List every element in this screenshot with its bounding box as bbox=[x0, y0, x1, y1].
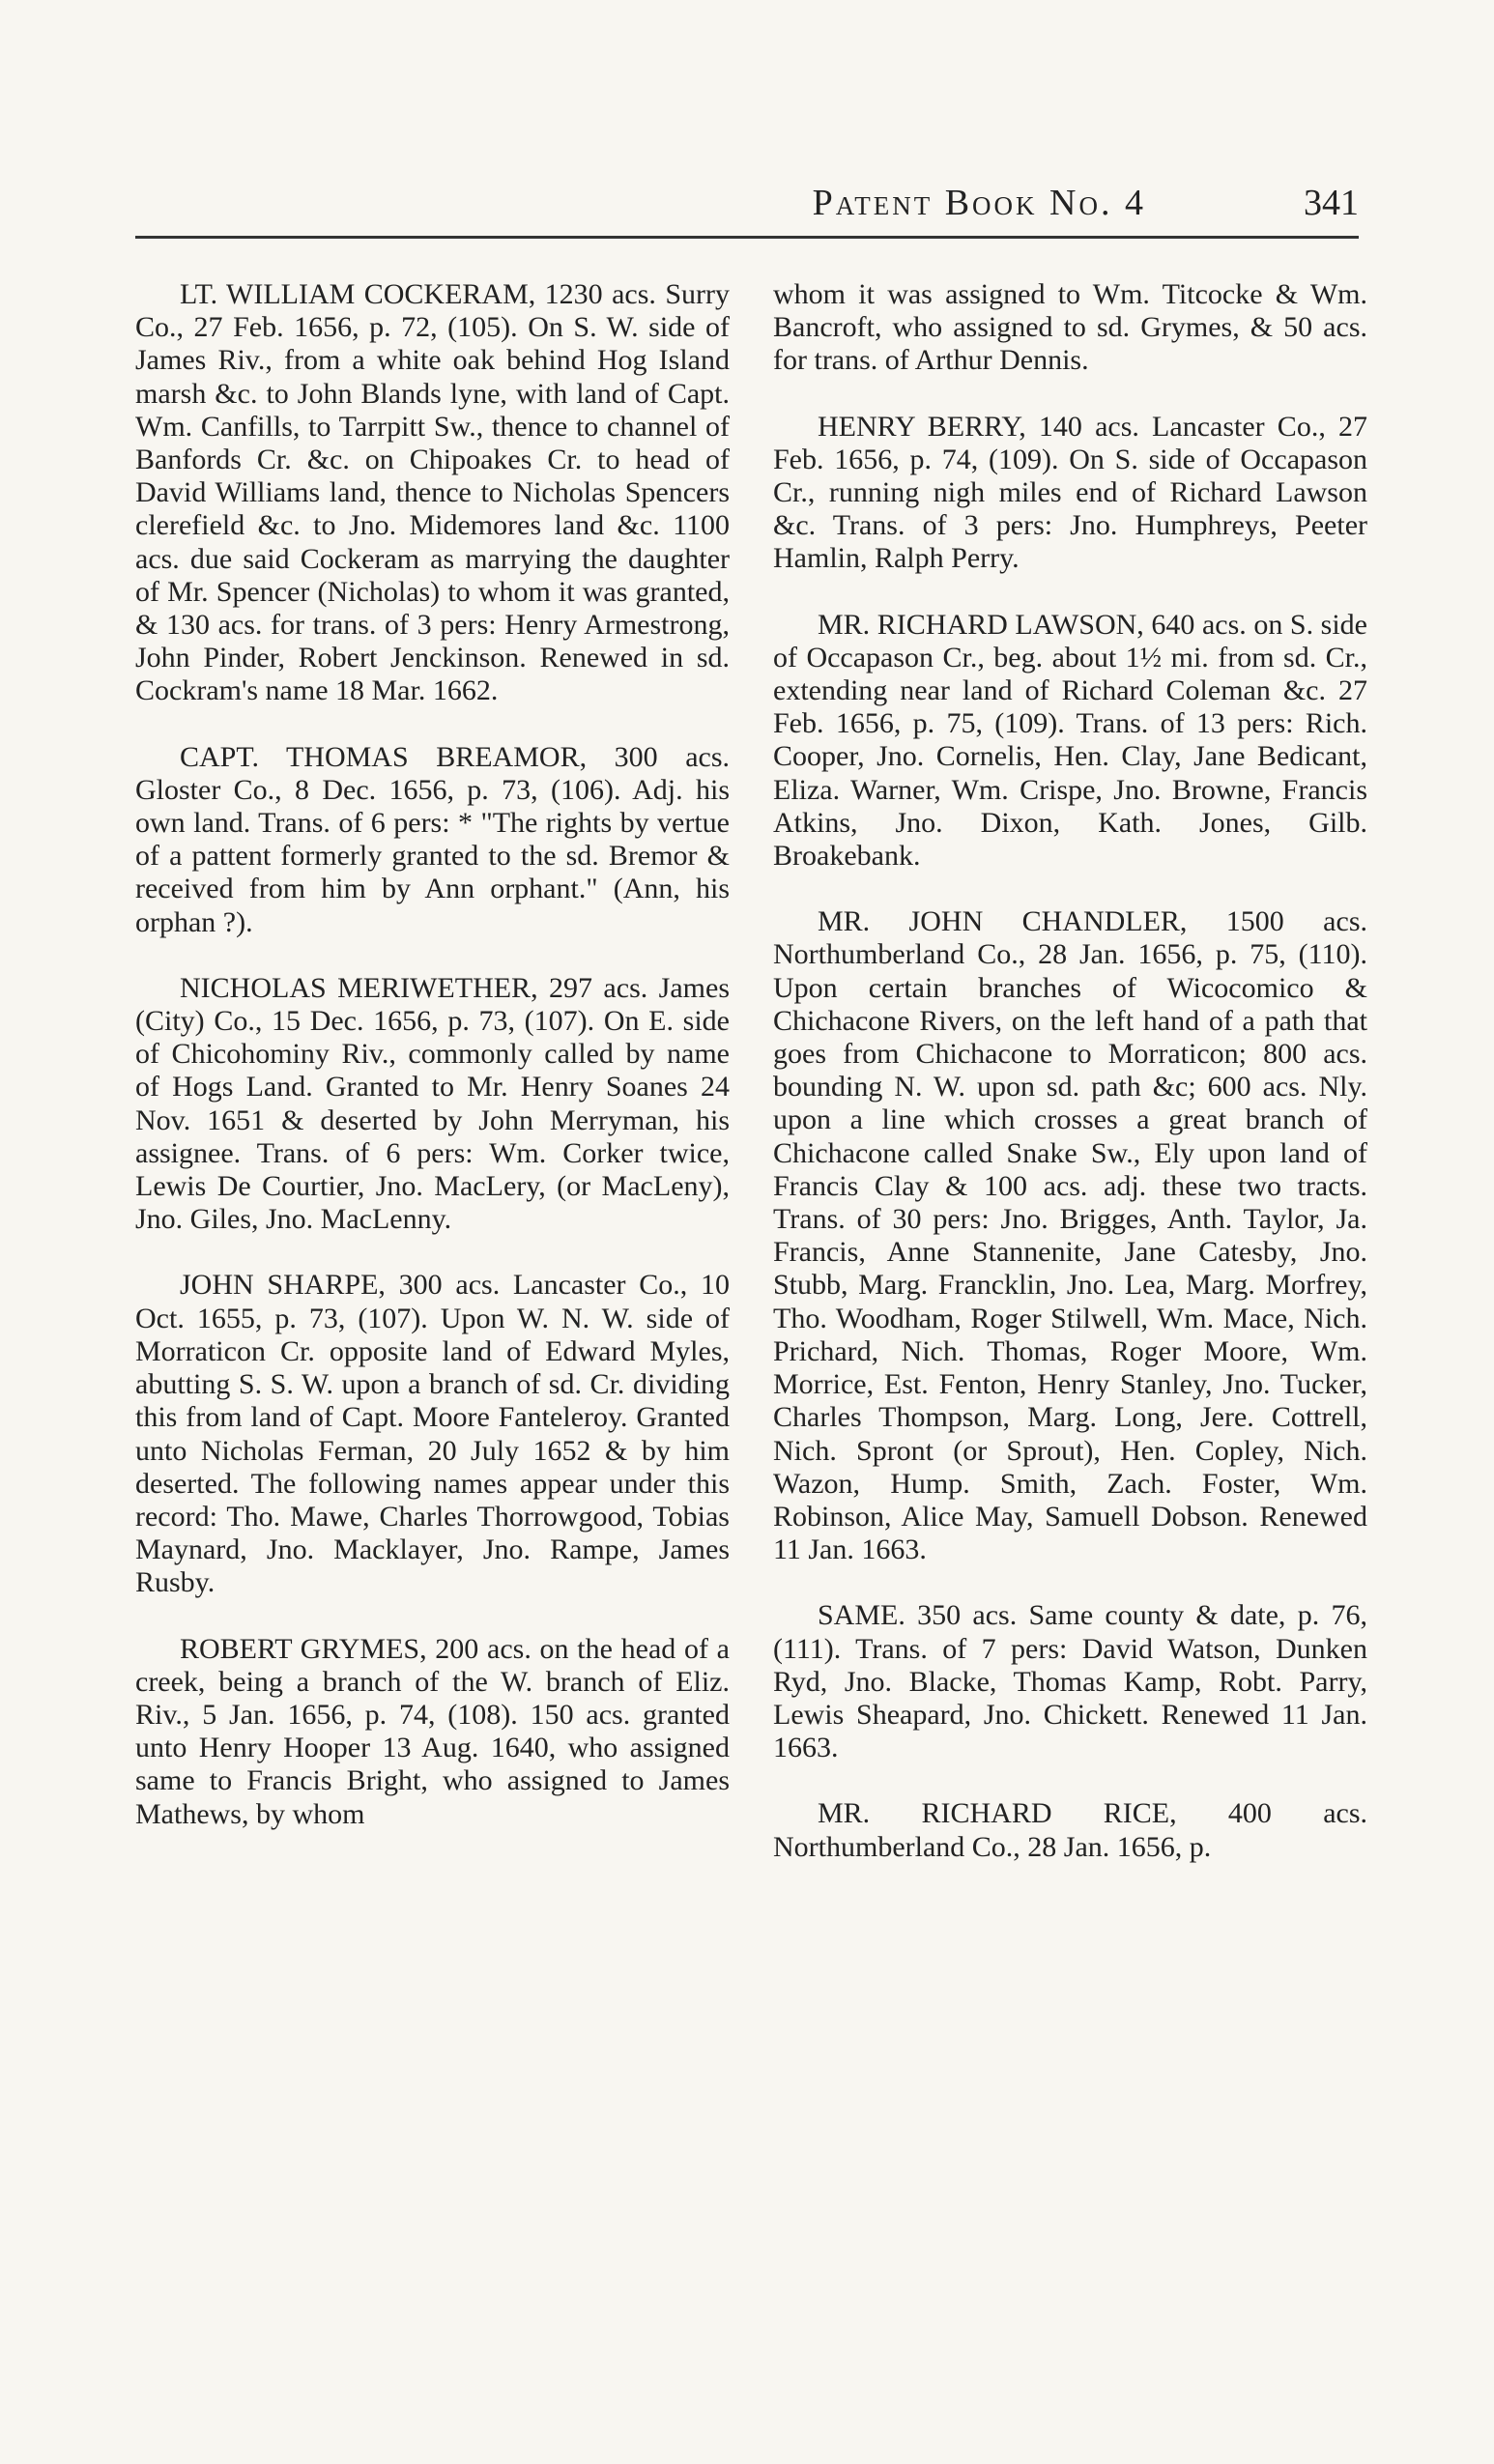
patent-entry: MR. RICHARD RICE, 400 acs. Northumberland Co., 28 Jan. 1656, p. bbox=[773, 1797, 1367, 1863]
left-column bbox=[135, 278, 730, 1864]
patent-entry: MR. JOHN CHANDLER, 1500 acs. Northumberland Co., 28 Jan. 1656, p. 75, (110). Upon certain branches of Wicocomico & Chichacone Rivers, on the left hand of a path that goes from Chichacone to Morraticon; 800 acs. bounding N. W. upon sd. path &c; 600 acs. Nly. upon a line which crosses a great branch of Chichacone called Snake Sw., Ely upon land of Francis Clay & 100 acs. adj. these two tracts. Trans. of 30 pers: Jno. Brigges, Anth. Taylor, Ja. Francis, Anne Stannenite, Jane Catesby, Jno. Stubb, Marg. Francklin, Jno. Lea, Marg. Morfrey, Tho. Woodham, Roger Stilwell, Wm. Mace, Nich. Prichard, Nich. Thomas, Roger Moore, Wm. Morrice, Est. Fenton, Henry Stanley, Jno. Tucker, Charles Thompson, Marg. Long, Jere. Cottrell, Nich. Spront (or Sprout), Hen. Copley, Nich. Wazon, Hump. Smith, Zach. Foster, Wm. Robinson, Alice May, Samuell Dobson. Renewed 11 Jan. 1663. bbox=[773, 905, 1367, 1566]
patent-entry-continuation: whom it was assigned to Wm. Titcocke & Wm. Bancroft, who assigned to sd. Grymes, & 50 acs. for trans. of Arthur Dennis. bbox=[773, 278, 1367, 377]
patent-entry: NICHOLAS MERIWETHER, 297 acs. James (City) Co., 15 Dec. 1656, p. 73, (107). On E. side of Chicohominy Riv., commonly called by name of Hogs Land. Granted to Mr. Henry Soanes 24 Nov. 1651 & deserted by John Merryman, his assignee. Trans. of 6 pers: Wm. Corker twice, Lewis De Courtier, Jno. MacLery, (or MacLeny), Jno. Giles, Jno. MacLenny. bbox=[135, 971, 730, 1236]
patent-entry: LT. WILLIAM COCKERAM, 1230 acs. Surry Co., 27 Feb. 1656, p. 72, (105). On S. W. side of James Riv., from a white oak behind Hog Island marsh &c. to John Blands lyne, with land of Capt. Wm. Canfills, to Tarrpitt Sw., thence to channel of Banfords Cr. &c. on Chipoakes Cr. to head of David Williams land, thence to Nicholas Spencers clerefield &c. to Jno. Midemores land &c. 1100 acs. due said Cockeram as marrying the daughter of Mr. Spencer (Nicholas) to whom it was granted, & 130 acs. for trans. of 3 pers: Henry Armestrong, John Pinder, Robert Jenckinson. Renewed in sd. Cockram's name 18 Mar. 1662. bbox=[135, 278, 730, 707]
right-column bbox=[773, 278, 1367, 1897]
patent-entry: JOHN SHARPE, 300 acs. Lancaster Co., 10 Oct. 1655, p. 73, (107). Upon W. N. W. side of Morraticon Cr. opposite land of Edward Myles, abutting S. S. W. upon a branch of sd. Cr. dividing this from land of Capt. Moore Fanteleroy. Granted unto Nicholas Ferman, 20 July 1652 & by him deserted. The following names appear under this record: Tho. Mawe, Charles Thorrowgood, Tobias Maynard, Jno. Macklayer, Jno. Rampe, James Rusby. bbox=[135, 1269, 730, 1599]
patent-entry: ROBERT GRYMES, 200 acs. on the head of a creek, being a branch of the W. branch of Eliz. Riv., 5 Jan. 1656, p. 74, (108). 150 acs. granted unto Henry Hooper 13 Aug. 1640, who assigned same to Francis Bright, who assigned to James Mathews, by whom bbox=[135, 1632, 730, 1830]
page-number: 341 bbox=[1304, 183, 1359, 223]
patent-entry: SAME. 350 acs. Same county & date, p. 76, (111). Trans. of 7 pers: David Watson, Dunken Ryd, Jno. Blacke, Thomas Kamp, Robt. Parry, Lewis Sheapard, Jno. Chickett. Renewed 11 Jan. 1663. bbox=[773, 1599, 1367, 1764]
header-title: Patent Book No. 4 bbox=[812, 183, 1146, 223]
running-header bbox=[135, 182, 1359, 239]
patent-entry: MR. RICHARD LAWSON, 640 acs. on S. side of Occapason Cr., beg. about 1½ mi. from sd. Cr., extending near land of Richard Coleman &c. 27 Feb. 1656, p. 75, (109). Trans. of 13 pers: Rich. Cooper, Jno. Cornelis, Hen. Clay, Jane Bedicant, Eliza. Warner, Wm. Crispe, Jno. Browne, Francis Atkins, Jno. Dixon, Kath. Jones, Gilb. Broakebank. bbox=[773, 608, 1367, 873]
patent-entry: HENRY BERRY, 140 acs. Lancaster Co., 27 Feb. 1656, p. 74, (109). On S. side of Occapason Cr., running nigh miles end of Richard Lawson &c. Trans. of 3 pers: Jno. Humphreys, Peeter Hamlin, Ralph Perry. bbox=[773, 410, 1367, 575]
patent-entry: CAPT. THOMAS BREAMOR, 300 acs. Gloster Co., 8 Dec. 1656, p. 73, (106). Adj. his own land. Trans. of 6 pers: * "The rights by vertue of a pattent formerly granted to the sd. Bremor & received from him by Ann orphant." (Ann, his orphan ?). bbox=[135, 740, 730, 938]
